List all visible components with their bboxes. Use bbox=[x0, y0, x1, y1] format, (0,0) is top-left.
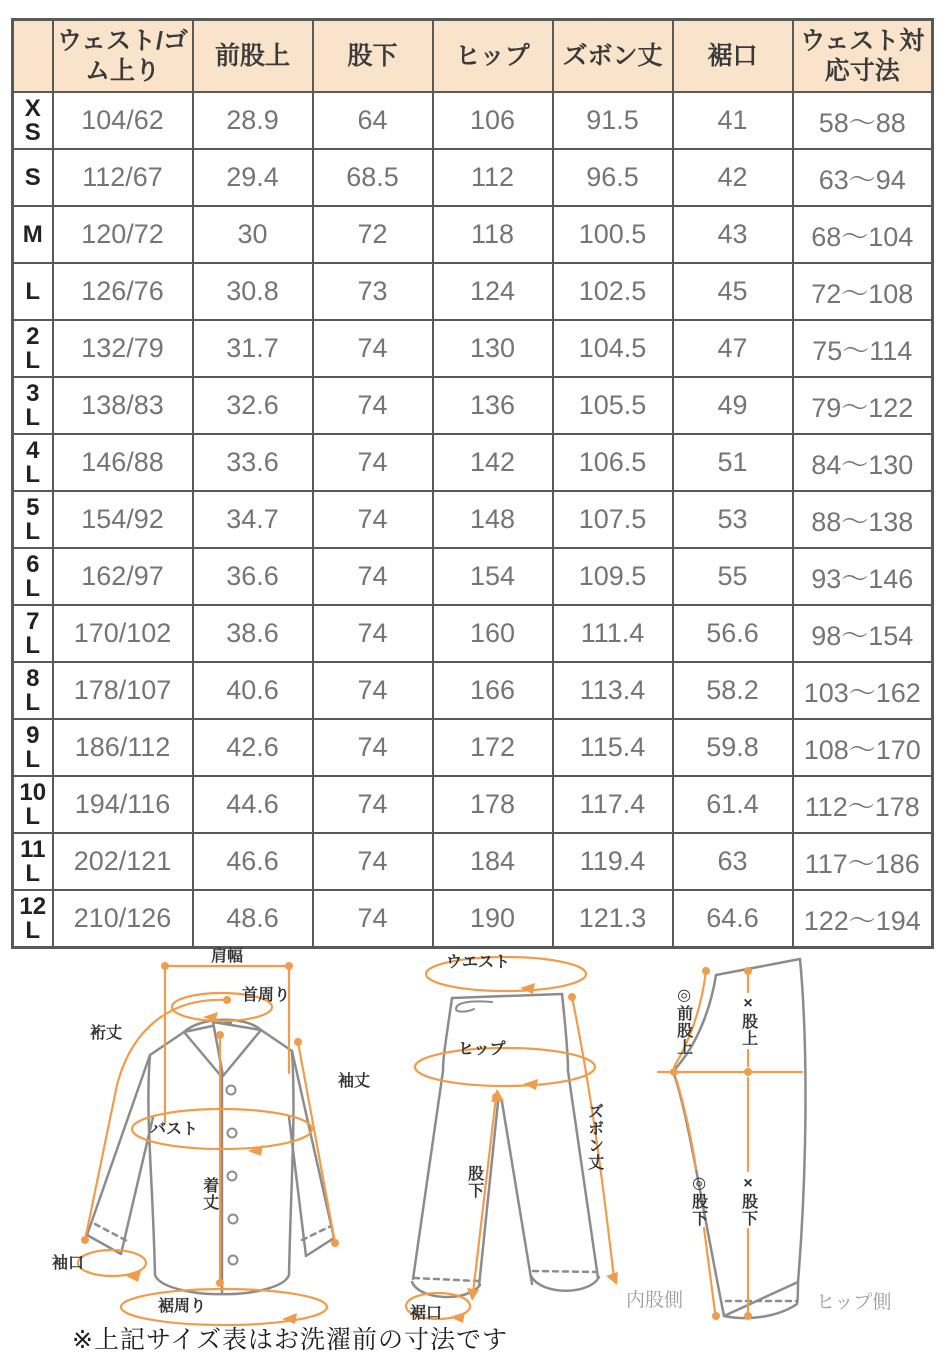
size-value-cell: 63 bbox=[673, 833, 793, 890]
size-value-cell: 59.8 bbox=[673, 719, 793, 776]
size-value-cell: 47 bbox=[673, 320, 793, 377]
size-value-cell: 117.4 bbox=[553, 776, 673, 833]
size-value-cell: 88〜138 bbox=[793, 491, 933, 548]
size-value-cell: 74 bbox=[313, 890, 433, 948]
col-header-inseam: 股下 bbox=[313, 20, 433, 93]
table-row bbox=[13, 377, 933, 434]
size-value-cell: 40.6 bbox=[193, 662, 313, 719]
corner-cell bbox=[13, 20, 53, 93]
size-value-cell: 46.6 bbox=[193, 833, 313, 890]
size-value-cell: 84〜130 bbox=[793, 434, 933, 491]
pants-hem-dash-right bbox=[533, 1271, 597, 1272]
size-label: 10 L bbox=[13, 776, 53, 833]
table-row bbox=[13, 206, 933, 263]
table-row bbox=[13, 890, 933, 948]
pants-waist-top bbox=[452, 994, 562, 998]
size-value-cell: 194/116 bbox=[53, 776, 193, 833]
col-header-waist-range: ウェスト対応寸法 bbox=[793, 20, 933, 93]
size-value-cell: 111.4 bbox=[553, 605, 673, 662]
size-value-cell: 154 bbox=[433, 548, 553, 605]
size-value-cell: 112 bbox=[433, 149, 553, 206]
label-body-length: 着丈 bbox=[200, 1177, 218, 1211]
col-header-hip: ヒップ bbox=[433, 20, 553, 93]
size-label: 12 L bbox=[13, 890, 53, 948]
size-label: S bbox=[13, 149, 53, 206]
size-label: 11 L bbox=[13, 833, 53, 890]
pajama-shirt-outline bbox=[87, 1020, 334, 1294]
label-neck-round: 首周り bbox=[242, 987, 291, 1004]
size-value-cell: 74 bbox=[313, 605, 433, 662]
size-value-cell: 118 bbox=[433, 206, 553, 263]
shirt-cuff-dash-left bbox=[95, 1224, 129, 1242]
size-value-cell: 45 bbox=[673, 263, 793, 320]
size-value-cell: 136 bbox=[433, 377, 553, 434]
col-header-hem: 裾口 bbox=[673, 20, 793, 93]
size-value-cell: 49 bbox=[673, 377, 793, 434]
shirt-measure-lines bbox=[78, 966, 335, 1325]
size-label: 6 L bbox=[13, 548, 53, 605]
size-value-cell: 154/92 bbox=[53, 491, 193, 548]
wash-note: ※上記サイズ表はお洗濯前の寸法です bbox=[72, 1326, 508, 1354]
measurement-diagram bbox=[0, 945, 940, 1330]
label-cuff-opening: 袖口 bbox=[52, 1255, 85, 1272]
size-value-cell: 55 bbox=[673, 548, 793, 605]
size-value-cell: 119.4 bbox=[553, 833, 673, 890]
size-value-cell: 105.5 bbox=[553, 377, 673, 434]
garment-diagram-canvas bbox=[0, 945, 940, 1330]
label-front-rise: ◎前股上 bbox=[674, 985, 692, 1056]
size-value-cell: 36.6 bbox=[193, 548, 313, 605]
size-label: 8 L bbox=[13, 662, 53, 719]
size-value-cell: 160 bbox=[433, 605, 553, 662]
label-hip: ヒップ bbox=[458, 1041, 506, 1058]
size-value-cell: 74 bbox=[313, 776, 433, 833]
size-value-cell: 72〜108 bbox=[793, 263, 933, 320]
table-row bbox=[13, 833, 933, 890]
label-hip-side: ヒップ側 bbox=[816, 1292, 892, 1313]
size-value-cell: 190 bbox=[433, 890, 553, 948]
table-row bbox=[13, 719, 933, 776]
size-label: 5 L bbox=[13, 491, 53, 548]
side-top-edge bbox=[716, 959, 800, 975]
label-hem-opening: 裾口 bbox=[410, 1305, 443, 1322]
table-row bbox=[13, 434, 933, 491]
size-value-cell: 120/72 bbox=[53, 206, 193, 263]
side-right-edge bbox=[798, 959, 806, 1282]
size-value-cell: 202/121 bbox=[53, 833, 193, 890]
size-value-cell: 30 bbox=[193, 206, 313, 263]
size-value-cell: 58〜88 bbox=[793, 92, 933, 149]
header-row bbox=[13, 20, 933, 93]
size-value-cell: 178 bbox=[433, 776, 553, 833]
size-label: M bbox=[13, 206, 53, 263]
size-value-cell: 100.5 bbox=[553, 206, 673, 263]
size-value-cell: 98〜154 bbox=[793, 605, 933, 662]
label-rise-x: ×股上 bbox=[739, 995, 757, 1047]
size-value-cell: 210/126 bbox=[53, 890, 193, 948]
cuff-ellipse bbox=[78, 1250, 146, 1276]
size-label: 3 L bbox=[13, 377, 53, 434]
size-value-cell: 74 bbox=[313, 548, 433, 605]
size-value-cell: 184 bbox=[433, 833, 553, 890]
size-value-cell: 51 bbox=[673, 434, 793, 491]
size-value-cell: 117〜186 bbox=[793, 833, 933, 890]
size-value-cell: 64 bbox=[313, 92, 433, 149]
shirt-sleeve-right bbox=[289, 1051, 334, 1256]
size-value-cell: 74 bbox=[313, 320, 433, 377]
sleeve-length-line bbox=[298, 1042, 335, 1243]
label-waist: ウエスト bbox=[446, 954, 511, 971]
pants-fly-mark bbox=[456, 1001, 492, 1011]
size-value-cell: 130 bbox=[433, 320, 553, 377]
size-value-cell: 48.6 bbox=[193, 890, 313, 948]
size-value-cell: 30.8 bbox=[193, 263, 313, 320]
size-value-cell: 121.3 bbox=[553, 890, 673, 948]
table-row bbox=[13, 548, 933, 605]
size-value-cell: 72 bbox=[313, 206, 433, 263]
shirt-buttons bbox=[227, 1086, 238, 1265]
size-value-cell: 28.9 bbox=[193, 92, 313, 149]
size-value-cell: 61.4 bbox=[673, 776, 793, 833]
size-value-cell: 63〜94 bbox=[793, 149, 933, 206]
size-value-cell: 32.6 bbox=[193, 377, 313, 434]
label-inseam-x: ×股下 bbox=[739, 1175, 757, 1227]
pants-left-outer bbox=[413, 998, 452, 1279]
size-label: 2 L bbox=[13, 320, 53, 377]
size-value-cell: 73 bbox=[313, 263, 433, 320]
size-value-cell: 42.6 bbox=[193, 719, 313, 776]
size-label: 7 L bbox=[13, 605, 53, 662]
col-header-waist-elastic: ウェスト/ゴム上り bbox=[53, 20, 193, 93]
table-row bbox=[13, 662, 933, 719]
pants-front-measure-lines bbox=[406, 957, 614, 1319]
size-label: X S bbox=[13, 92, 53, 149]
size-value-cell: 74 bbox=[313, 662, 433, 719]
size-value-cell: 106.5 bbox=[553, 434, 673, 491]
size-value-cell: 146/88 bbox=[53, 434, 193, 491]
label-pants-length: ズボン丈 bbox=[585, 1103, 603, 1171]
size-value-cell: 107.5 bbox=[553, 491, 673, 548]
size-value-cell: 109.5 bbox=[553, 548, 673, 605]
label-sleeve-length: 袖丈 bbox=[338, 1073, 371, 1090]
size-value-cell: 142 bbox=[433, 434, 553, 491]
shirt-cuff-dash-right bbox=[302, 1226, 331, 1240]
size-value-cell: 38.6 bbox=[193, 605, 313, 662]
pants-hem-dash-left bbox=[414, 1278, 478, 1281]
size-value-cell: 172 bbox=[433, 719, 553, 776]
size-value-cell: 93〜146 bbox=[793, 548, 933, 605]
size-value-cell: 75〜114 bbox=[793, 320, 933, 377]
shirt-body-right bbox=[289, 1051, 294, 1275]
size-value-cell: 104.5 bbox=[553, 320, 673, 377]
label-inner-side: 内股側 bbox=[626, 1290, 684, 1311]
size-value-cell: 74 bbox=[313, 434, 433, 491]
label-shoulder-width: 肩幅 bbox=[211, 948, 244, 965]
size-value-cell: 138/83 bbox=[53, 377, 193, 434]
size-value-cell: 166 bbox=[433, 662, 553, 719]
size-value-cell: 44.6 bbox=[193, 776, 313, 833]
size-value-cell: 186/112 bbox=[53, 719, 193, 776]
size-value-cell: 148 bbox=[433, 491, 553, 548]
label-bust: バスト bbox=[150, 1121, 199, 1138]
size-value-cell: 103〜162 bbox=[793, 662, 933, 719]
col-header-front-rise: 前股上 bbox=[193, 20, 313, 93]
size-value-cell: 104/62 bbox=[53, 92, 193, 149]
pants-hem-right bbox=[531, 1276, 599, 1291]
shirt-body-left bbox=[148, 1055, 155, 1275]
label-inseam: 股下 bbox=[465, 1165, 483, 1199]
table-row bbox=[13, 776, 933, 833]
size-label: 4 L bbox=[13, 434, 53, 491]
size-value-cell: 31.7 bbox=[193, 320, 313, 377]
size-value-cell: 64.6 bbox=[673, 890, 793, 948]
label-inseam-inner: ◎股下 bbox=[689, 1173, 707, 1227]
pants-front-outline bbox=[412, 994, 599, 1297]
size-value-cell: 106 bbox=[433, 92, 553, 149]
pants-inner-edges bbox=[479, 1099, 532, 1287]
size-value-cell: 162/97 bbox=[53, 548, 193, 605]
size-value-cell: 29.4 bbox=[193, 149, 313, 206]
table-row bbox=[13, 320, 933, 377]
size-label: L bbox=[13, 263, 53, 320]
table-row bbox=[13, 149, 933, 206]
table-row bbox=[13, 605, 933, 662]
size-value-cell: 122〜194 bbox=[793, 890, 933, 948]
size-value-cell: 79〜122 bbox=[793, 377, 933, 434]
size-value-cell: 33.6 bbox=[193, 434, 313, 491]
size-value-cell: 43 bbox=[673, 206, 793, 263]
size-value-cell: 112/67 bbox=[53, 149, 193, 206]
size-value-cell: 115.4 bbox=[553, 719, 673, 776]
table-row bbox=[13, 491, 933, 548]
size-value-cell: 124 bbox=[433, 263, 553, 320]
size-value-cell: 96.5 bbox=[553, 149, 673, 206]
label-hem-round: 裾周り bbox=[158, 1298, 207, 1315]
size-value-cell: 42 bbox=[673, 149, 793, 206]
size-value-cell: 74 bbox=[313, 377, 433, 434]
size-value-cell: 170/102 bbox=[53, 605, 193, 662]
size-value-cell: 74 bbox=[313, 833, 433, 890]
size-value-cell: 91.5 bbox=[553, 92, 673, 149]
table-row bbox=[13, 92, 933, 149]
label-yuki-length: 裄丈 bbox=[90, 1025, 123, 1042]
size-value-cell: 34.7 bbox=[193, 491, 313, 548]
size-value-cell: 113.4 bbox=[553, 662, 673, 719]
size-value-cell: 68.5 bbox=[313, 149, 433, 206]
col-header-pants-length: ズボン丈 bbox=[553, 20, 673, 93]
size-value-cell: 74 bbox=[313, 719, 433, 776]
size-value-cell: 58.2 bbox=[673, 662, 793, 719]
size-label: 9 L bbox=[13, 719, 53, 776]
size-table bbox=[11, 18, 934, 949]
size-table-body bbox=[13, 92, 933, 948]
size-value-cell: 126/76 bbox=[53, 263, 193, 320]
size-value-cell: 132/79 bbox=[53, 320, 193, 377]
size-value-cell: 102.5 bbox=[553, 263, 673, 320]
size-value-cell: 41 bbox=[673, 92, 793, 149]
size-value-cell: 108〜170 bbox=[793, 719, 933, 776]
size-value-cell: 56.6 bbox=[673, 605, 793, 662]
size-value-cell: 112〜178 bbox=[793, 776, 933, 833]
size-value-cell: 53 bbox=[673, 491, 793, 548]
table-row bbox=[13, 263, 933, 320]
size-value-cell: 74 bbox=[313, 491, 433, 548]
size-value-cell: 68〜104 bbox=[793, 206, 933, 263]
size-value-cell: 178/107 bbox=[53, 662, 193, 719]
